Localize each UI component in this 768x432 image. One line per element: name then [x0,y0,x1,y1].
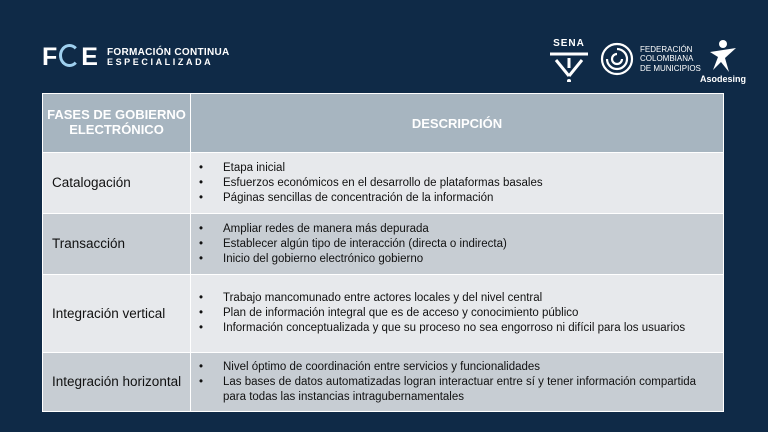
list-item: • Inicio del gobierno electrónico gobierno [223,252,717,267]
description-cell [191,275,724,353]
sena-name: SENA [553,38,585,49]
fce-line1: FORMACIÓN CONTINUA [106,46,230,58]
asodesing-name: Asodesing [699,74,746,84]
table-header-row [43,94,724,153]
header [0,0,768,92]
phase-cell: Catalogación [43,153,191,214]
list-item: • Páginas sencillas de concentración de la información [223,191,717,206]
description-list [191,291,717,336]
description-cell [191,214,724,275]
header-phase: FASES DE GOBIERNO ELECTRÓNICO [43,94,191,153]
list-item: • Etapa inicial [223,161,717,176]
list-item: • Las bases de datos automatizadas logran interactuar entre sí y tener información compartida para todas las instancias intragubernamentales [223,375,717,405]
description-list [191,161,717,206]
fcm-line: DE MUNICIPIOS [640,63,701,73]
table-row [43,214,724,275]
description-cell [191,353,724,412]
fcm-line: COLOMBIANA [640,54,694,64]
table-row [43,153,724,214]
fce-circle-icon [59,44,80,67]
description-list [191,360,717,405]
list-item: • Información conceptualizada y que su proceso no sea engorroso ni difícil para los usuarios [223,321,717,336]
list-item: • Plan de información integral que es de acceso y conocimiento público [223,306,717,321]
list-item: • Establecer algún tipo de interacción (directa o indirecta) [223,237,717,252]
list-item: • Esfuerzos económicos en el desarrollo de plataformas basales [223,176,717,191]
fcm-text [640,45,701,73]
fcm-logo [600,42,701,76]
list-item: • Ampliar redes de manera más depurada [223,222,717,237]
phases-table [42,93,724,412]
fcm-line: FEDERACIÓN [640,45,693,55]
description-cell [191,153,724,214]
phase-cell: Transacción [43,214,191,275]
fcm-spiral-icon [600,42,634,76]
sena-logo [546,38,592,82]
sena-figure-icon [546,38,592,82]
table-row [43,275,724,353]
phase-cell: Integración vertical [43,275,191,353]
fce-line2: ESPECIALIZADA [106,56,214,67]
list-item: • Nivel óptimo de coordinación entre servicios y funcionalidades [223,360,717,375]
asodesing-logo [698,38,748,90]
list-item: • Trabajo mancomunado entre actores locales y del nivel central [223,291,717,306]
asodesing-figure-icon [698,38,748,74]
fce-text [107,47,230,68]
phase-cell: Integración horizontal [43,353,191,412]
description-list [191,222,717,267]
table-row [43,353,724,412]
fce-logo [42,44,230,70]
header-description: DESCRIPCIÓN [191,94,724,153]
fce-mark: F E [42,43,99,71]
